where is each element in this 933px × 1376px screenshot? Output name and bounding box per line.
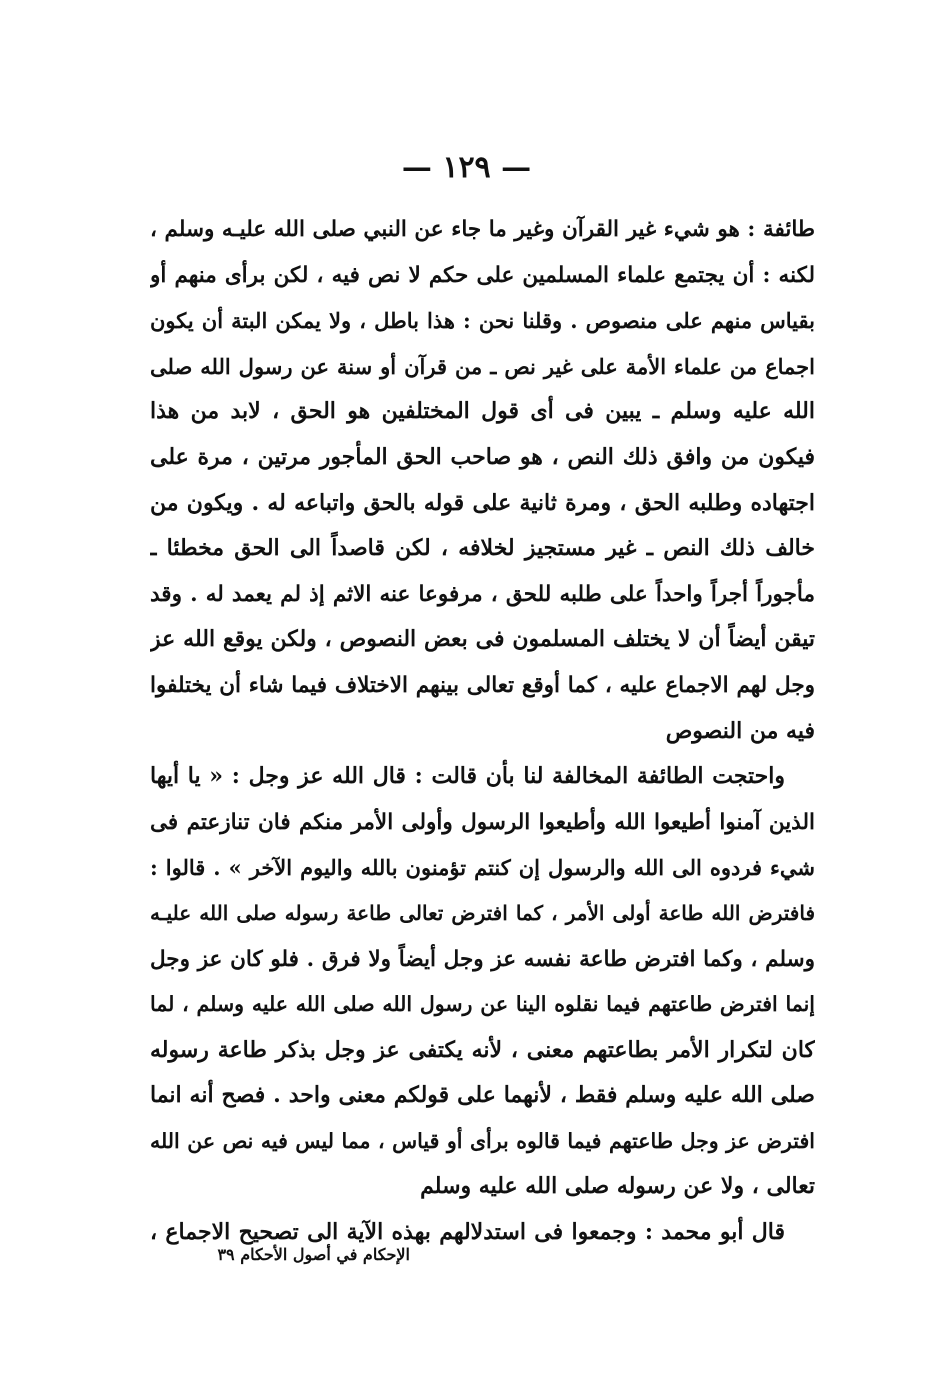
text-line: وسلم ، وكما افترض طاعة نفسه عز وجل أيضاً ولا فرق . فلو كان عز وجل bbox=[150, 946, 815, 972]
text-line: صلى الله عليه وسلم فقط ، لأنهما على قولكم معنى واحد . فصح أنه انما bbox=[150, 1082, 815, 1109]
text-line: كان لتكرار الأمر بطاعتهم معنى ، لأنه يكتفى عز وجل بذكر طاعة رسوله bbox=[150, 1036, 815, 1063]
signature-footer bbox=[150, 1245, 410, 1264]
text-line: إنما افترض طاعتهم فيما نقلوه الينا عن رسول الله صلى الله عليه وسلم ، لما bbox=[150, 992, 815, 1017]
text-line: واحتجت الطائفة المخالفة لنا بأن قالت : قال الله عز وجل : « يا أيها bbox=[150, 763, 785, 790]
text-line: طائفة : هو شيء غير القرآن وغير ما جاء عن النبي صلى الله عليـه وسلم ، bbox=[150, 217, 815, 242]
text-line: فيه من النصوص bbox=[665, 717, 815, 744]
text-line: شيء فردوه الى الله والرسول إن كنتم تؤمنون بالله واليوم الآخر » . قالوا : bbox=[150, 855, 815, 881]
text-line: اجتهاده وطلبه الحق ، ومرة ثانية على قوله بالحق واتباعه له . ويكون من bbox=[150, 489, 815, 516]
body-text bbox=[150, 207, 815, 1256]
page-number: — ١٢٩ — bbox=[401, 150, 532, 185]
text-line: خالف ذلك النص ـ غير مستجيز لخلافه ، لكن قاصداً الى الحق مخطئا ـ bbox=[150, 535, 815, 562]
text-line: لكنه : أن يجتمع علماء المسلمين على حكم لا نص فيه ، لكن برأى منهم أو bbox=[150, 262, 815, 288]
text-line: فيكون من وافق ذلك النص ، هو صاحب الحق المأجور مرتين ، مرة على bbox=[150, 443, 815, 470]
text-line: مأجوراً أجراً واحداً على طلبه للحق ، مرفوعا عنه الاثم إذ لم يعمد له . وقد bbox=[150, 581, 815, 607]
text-line: افترض عز وجل طاعتهم فيما قالوه برأى أو قياس ، مما ليس فيه نص عن الله bbox=[150, 1128, 815, 1153]
text-line: وجل لهم الاجماع عليه ، كما أوقع تعالى بينهم الاختلاف فيما شاء أن يختلفوا bbox=[150, 672, 815, 698]
text-line: بقياس منهم على منصوص . وقلنا نحن : هذا باطل ، ولا يمكن البتة أن يكون bbox=[150, 308, 815, 334]
text-line: تيقن أيضاً أن لا يختلف المسلمون فى بعض النصوص ، ولكن يوقع الله عز bbox=[150, 626, 815, 653]
text-line: قال أبو محمد : وجمعوا فى استدلالهم بهذه الآية الى تصحيح الاجماع ، bbox=[150, 1219, 785, 1246]
text-line: اجماع من علماء الأمة على غير نص ـ من قرآن أو سنة عن رسول الله صلى bbox=[150, 353, 815, 379]
text-line: تعالى ، ولا عن رسوله صلى الله عليه وسلم bbox=[420, 1173, 815, 1200]
text-line: الله عليه وسلم ـ يبين فى أى قول المختلفين هو الحق ، لابد من هذا bbox=[150, 398, 815, 425]
footer-book-title: الإحكام في أصول الأحكام bbox=[240, 1245, 410, 1264]
footer-signature-number: ٣٩ bbox=[217, 1245, 235, 1264]
text-line: فافترض الله طاعة أولى الأمر ، كما افترض تعالى طاعة رسوله صلى الله عليـه bbox=[150, 900, 815, 925]
text-line: الذين آمنوا أطيعوا الله وأطيعوا الرسول وأولى الأمر منكم فان تنازعتم فى bbox=[150, 809, 815, 835]
